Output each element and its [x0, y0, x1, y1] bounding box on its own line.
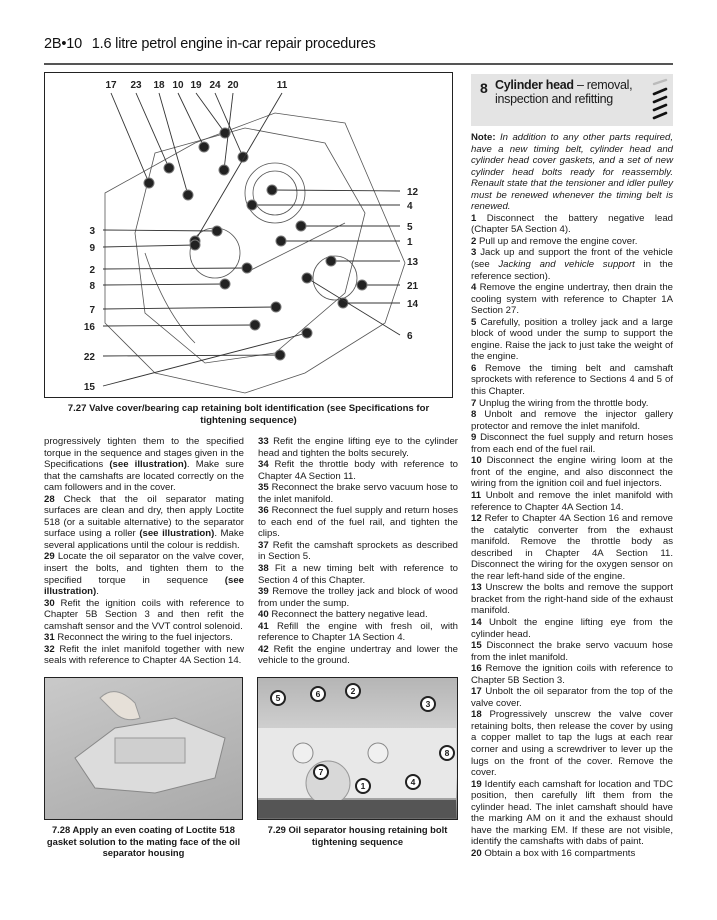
bolt-marker [302, 273, 312, 283]
step-paragraph [471, 455, 673, 490]
bolt-number-label: 13 [407, 257, 419, 268]
figure-7-27-bolt-diagram [44, 72, 453, 398]
step-number: 1 [471, 212, 477, 224]
bolt-number-label: 8 [89, 281, 95, 292]
step-italic-ref: Jacking and vehicle support [498, 259, 635, 271]
step-number: 35 [258, 482, 269, 494]
step-text: Jack up and support the front of the vehicle (see [471, 247, 673, 271]
bolt-number-label: 1 [407, 237, 413, 248]
bolt-number-label: 24 [209, 80, 221, 91]
step-text: progressively tighten them to the specified torque in the sequence and stages given in the Specifications [44, 436, 244, 471]
step-number: 30 [44, 597, 55, 609]
step-number: 5 [471, 316, 477, 328]
step-text: Unscrew the bolts and remove the support bracket from the right-hand side of the exhaust manifold. [471, 582, 673, 617]
figure-7-29-photo [257, 677, 458, 820]
step-number: 7 [471, 397, 477, 409]
page-header [44, 36, 376, 52]
note-paragraph [471, 132, 673, 213]
step-text: Identify each camshaft for location and TDC position, then carefully lift them from the cylinder head. The inlet camshaft should have the marking AM on it and the exhaust should have the marking EM. If these are not visible, identify the camshafts with dabs of paint. [471, 778, 673, 848]
step-number: 28 [44, 493, 55, 505]
see-illustration-ref: (see illustration) [109, 459, 187, 471]
leader-line [272, 190, 400, 191]
step-number: 19 [471, 778, 482, 790]
step-text: Obtain a box with 16 compartments [484, 847, 636, 859]
leader-line [103, 307, 276, 309]
section-title-rest: – removal, inspection and refitting [495, 78, 633, 106]
bolt-marker [219, 165, 229, 175]
leader-line [196, 93, 225, 133]
bolt-marker [220, 279, 230, 289]
step-number: 36 [258, 505, 269, 517]
leader-line [136, 93, 169, 168]
step-number: 3 [471, 247, 477, 259]
step-paragraph [471, 686, 673, 709]
step-paragraph [471, 640, 673, 663]
step-paragraph [258, 505, 458, 540]
section-8-header [471, 74, 673, 126]
bolt-number-label: 15 [83, 382, 95, 393]
step-paragraph [258, 459, 458, 482]
note-text: In addition to any other parts required, have a new timing belt, cylinder head and cylinder head cover gaskets, and a set of new cylinder head bolts ready for reassembly. Renault state that the tensioner and idler pulley must be renewed whenever the timing belt is renewed. [471, 132, 673, 213]
step-paragraph [471, 490, 673, 513]
bolt-marker [212, 226, 222, 236]
step-text: Refill the engine with fresh oil, with reference to Chapter 1A Section 4. [258, 620, 458, 644]
step-paragraph [258, 482, 458, 505]
step-text-after: . [96, 586, 99, 598]
bolt-marker [357, 280, 367, 290]
step-number: 9 [471, 432, 477, 444]
bolt-marker [247, 200, 257, 210]
step-paragraph [44, 551, 244, 597]
section-title-bold: Cylinder head [495, 78, 574, 92]
bolt-number-label: 3 [89, 226, 95, 237]
step-text: Unbolt and remove the inlet manifold with reference to Chapter 4A Section 14. [471, 489, 674, 513]
leader-line [195, 93, 282, 241]
step-paragraph [471, 282, 673, 317]
step-number: 31 [44, 632, 55, 644]
step-text: Refit the throttle body with reference to Chapter 4A Section 11. [258, 459, 458, 482]
bolt-marker [271, 302, 281, 312]
step-paragraph [258, 436, 458, 459]
step-paragraph [471, 617, 673, 640]
step-text: Refer to Chapter 4A Section 16 and remove the catalytic converter from the exhaust manifold. Remove the throttle body as described in Chapter 4A Section 11. Disconnect the wiring for the oxygen sensor on the rear left-hand side of the engine. [471, 513, 673, 582]
step-text: Refit the ignition coils with reference to Chapter 5B Section 3 and then refit the camshaft sensor and the VVT control solenoid. [44, 597, 244, 632]
step-paragraph [258, 563, 458, 586]
sequence-marker: 2 [345, 683, 361, 699]
step-text: Reconnect the wiring to the fuel injectors. [57, 632, 233, 644]
step-number: 29 [44, 551, 55, 563]
bolt-number-label: 18 [153, 80, 165, 91]
step-paragraph [258, 609, 458, 621]
leader-line [178, 93, 204, 147]
step-text: Disconnect the engine wiring loom at the front of the engine, and also disconnect the wiring from the ignition coil and fuel injectors. [471, 455, 673, 490]
step-text: Remove the timing belt and camshaft sprockets with reference to Sections 4 and 5 of this Chapter. [471, 362, 673, 398]
sequence-marker: 8 [439, 745, 455, 761]
bolt-number-label: 12 [407, 187, 419, 198]
step-paragraph [471, 848, 673, 860]
step-paragraph [258, 540, 458, 563]
step-text: Refit the inlet manifold together with new seals with reference to Chapter 4A Section 14. [44, 643, 245, 667]
bolt-marker [190, 240, 200, 250]
sequence-marker: 1 [355, 778, 371, 794]
text-column-left [44, 436, 244, 667]
step-paragraph [258, 644, 458, 667]
sequence-marker: 5 [270, 690, 286, 706]
step-text: Refit the engine lifting eye to the cylinder head and tighten the bolts securely. [258, 436, 458, 459]
bolt-marker [338, 298, 348, 308]
step-number: 42 [258, 643, 269, 655]
step-paragraph [471, 247, 673, 282]
step-paragraph [44, 632, 244, 644]
step-paragraph [471, 398, 673, 410]
bolt-number-label: 16 [83, 322, 95, 333]
step-number: 17 [471, 686, 482, 698]
step-number: 4 [471, 282, 477, 294]
step-number: 34 [258, 459, 269, 471]
bolt-number-label: 4 [407, 201, 413, 212]
chapter-title: 1.6 litre petrol engine in-car repair procedures [91, 36, 376, 52]
bolt-marker [164, 163, 174, 173]
step-paragraph [471, 363, 673, 398]
step-text: Check that the oil separator mating surfaces are clean and dry, then apply Loctite 518 (or a suitable alternative) to the separator surface using a roller [44, 493, 244, 540]
figure-7-28-caption: 7.28 Apply an even coating of Loctite 518 gasket solution to the mating face of the oil separator housing [46, 824, 241, 858]
bolt-number-label: 7 [89, 305, 95, 316]
header-rule [44, 63, 673, 65]
step-number: 20 [471, 847, 482, 859]
step-text: Locate the oil separator on the valve cover, insert the bolts, and tighten them to the specified torque in sequence [44, 551, 244, 586]
step-text: Reconnect the fuel supply and return hoses to each end of the fuel rail, and tighten the clips. [258, 505, 458, 540]
see-illustration-ref: (see illustration) [44, 574, 244, 598]
step-number: 13 [471, 582, 482, 594]
bolt-number-label: 22 [83, 352, 95, 363]
bolt-number-label: 9 [89, 243, 95, 254]
bolt-number-label: 5 [407, 222, 413, 233]
sequence-marker: 6 [310, 686, 326, 702]
step-text: Unbolt and remove the injector gallery protector and remove the inlet manifold. [471, 409, 673, 432]
step-text-after: . Make several applications until the colour is reddish. [44, 528, 244, 551]
leader-line [103, 325, 255, 326]
step-paragraph [471, 709, 673, 778]
bolt-marker [199, 142, 209, 152]
bolt-number-label: 20 [227, 80, 239, 91]
oil-separator-photo-illustration [45, 678, 241, 818]
step-paragraph [258, 586, 458, 609]
text-column-middle [258, 436, 458, 667]
figure-7-28-photo [44, 677, 243, 820]
step-text: Unbolt the engine lifting eye from the cylinder head. [471, 616, 673, 640]
leader-line [103, 333, 307, 386]
sequence-marker: 3 [420, 696, 436, 712]
step-number: 16 [471, 663, 482, 675]
note-label: Note: [471, 132, 496, 143]
step-text: Fit a new timing belt with reference to Section 4 of this Chapter. [258, 563, 458, 586]
page-number: 2B•10 [44, 36, 82, 52]
section-number: 8 [480, 80, 488, 96]
step-text: Refit the camshaft sprockets as described in Section 5. [258, 539, 458, 563]
figure-7-29-caption: 7.29 Oil separator housing retaining bolt tightening sequence [267, 824, 448, 847]
bolt-number-label: 2 [89, 265, 95, 276]
bolt-number-label: 21 [407, 281, 419, 292]
bolt-marker [250, 320, 260, 330]
step-number: 40 [258, 609, 269, 621]
step-paragraph [258, 621, 458, 644]
text-column-right [471, 132, 673, 859]
bolt-marker [183, 190, 193, 200]
section-title [495, 79, 645, 106]
bolt-markers-layer [45, 73, 451, 396]
figure-7-27-caption: 7.27 Valve cover/bearing cap retaining bolt identification (see Specifications for tightening sequence) [67, 403, 430, 426]
step-paragraph [44, 644, 244, 667]
step-text: Disconnect the battery negative lead (Chapter 5A Section 4). [471, 212, 673, 236]
bolt-number-label: 19 [190, 80, 202, 91]
bolt-number-label: 10 [172, 80, 184, 91]
step-number: 38 [258, 563, 269, 575]
step-text-after: . Make sure that the camshafts are located correctly on the cam followers and in the cover. [44, 459, 244, 494]
bolt-number-label: 23 [130, 80, 142, 91]
bolt-marker [242, 263, 252, 273]
step-text-after: in the reference section). [471, 259, 673, 282]
bolt-number-label: 6 [407, 331, 413, 342]
step-paragraph [471, 582, 673, 617]
step-text: Remove the ignition coils with reference to Chapter 5B Section 3. [471, 663, 673, 686]
step-number: 18 [471, 709, 482, 721]
step-paragraph [471, 779, 673, 848]
step-paragraph [44, 494, 244, 552]
step-paragraph [471, 663, 673, 686]
bolt-marker [326, 256, 336, 266]
sequence-marker: 7 [313, 764, 329, 780]
step-number: 10 [471, 455, 482, 467]
bolt-number-label: 17 [105, 80, 117, 91]
step-number: 2 [471, 235, 477, 247]
leader-line [103, 355, 280, 356]
bolt-number-label: 11 [276, 80, 288, 91]
bolt-marker [302, 328, 312, 338]
leader-line [159, 93, 188, 195]
leader-line [103, 230, 217, 231]
spanner-rating-icon [651, 78, 669, 122]
step-text: Carefully, position a trolley jack and a large block of wood under the sump to support the engine. Raise the jack to just take the weight of the engine. [471, 316, 673, 363]
bolt-marker [267, 185, 277, 195]
step-number: 12 [471, 513, 482, 525]
step-paragraph [471, 409, 673, 432]
step-paragraph [471, 213, 673, 236]
step-text: Unbolt the oil separator from the top of the valve cover. [471, 686, 673, 709]
sequence-marker: 4 [405, 774, 421, 790]
step-paragraph [44, 436, 244, 494]
step-text: Progressively unscrew the valve cover retaining bolts, then release the cover by using a copper mallet to tap the lugs at each rear corner and using a screwdriver to lever up the lugs on the front of the cover. Remove the cover. [471, 709, 673, 779]
step-text: Remove the engine undertray, then drain the cooling system with reference to Chapter 1A Section 27. [471, 282, 673, 317]
step-text: Disconnect the fuel supply and return hoses from each end of the fuel rail. [471, 432, 673, 455]
step-number: 39 [258, 586, 269, 598]
bolt-marker [296, 221, 306, 231]
step-text: Disconnect the brake servo vacuum hose from the inlet manifold. [471, 640, 673, 663]
step-number: 14 [471, 616, 482, 628]
leader-line [103, 268, 247, 269]
step-paragraph [471, 317, 673, 363]
leader-line [111, 93, 149, 183]
step-text: Refit the engine undertray and lower the vehicle to the ground. [258, 643, 458, 667]
see-illustration-ref: (see illustration) [139, 528, 215, 540]
step-number: 11 [471, 489, 482, 501]
step-number: 15 [471, 640, 482, 652]
leader-line [103, 245, 195, 247]
bolt-marker [276, 236, 286, 246]
step-text: Remove the trolley jack and block of wood from under the sump. [258, 586, 458, 609]
leader-line [307, 278, 400, 335]
step-number: 32 [44, 643, 55, 655]
step-number: 8 [471, 409, 477, 421]
step-number: 37 [258, 539, 269, 551]
step-number: 41 [258, 620, 269, 632]
step-paragraph [471, 513, 673, 582]
leader-line [103, 284, 225, 285]
step-number: 33 [258, 436, 269, 447]
bolt-marker [144, 178, 154, 188]
bolt-number-label: 14 [407, 299, 419, 310]
bolt-marker [275, 350, 285, 360]
step-text: Pull up and remove the engine cover. [479, 235, 638, 247]
step-text: Reconnect the battery negative lead. [271, 609, 428, 621]
step-paragraph [44, 598, 244, 633]
step-paragraph [471, 432, 673, 455]
step-paragraph [471, 236, 673, 248]
step-text: Reconnect the brake servo vacuum hose to the inlet manifold. [258, 482, 458, 505]
step-text: Unplug the wiring from the throttle body. [479, 397, 649, 409]
step-number: 6 [471, 362, 477, 374]
